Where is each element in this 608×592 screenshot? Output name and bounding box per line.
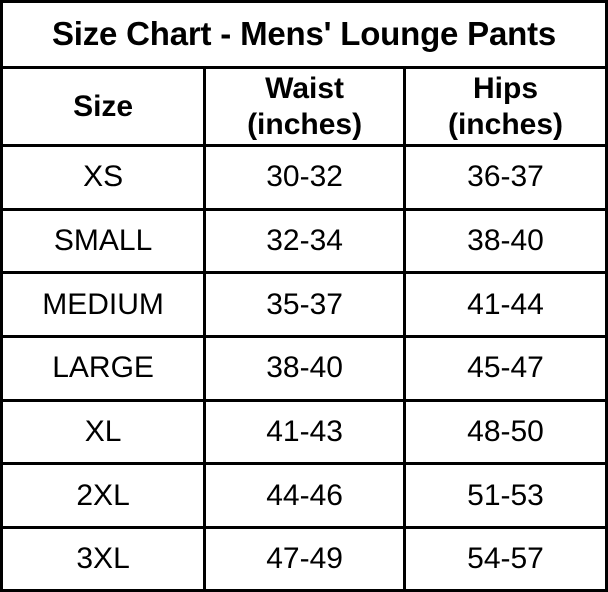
cell-waist: 47-49	[205, 528, 405, 589]
column-header-size	[3, 69, 205, 145]
cell-waist: 44-46	[205, 464, 405, 528]
cell-hips: 51-53	[405, 464, 605, 528]
table-row	[3, 337, 605, 401]
table-row	[3, 273, 605, 337]
table-row	[3, 464, 605, 528]
column-header-waist	[205, 69, 405, 145]
cell-size: MEDIUM	[3, 273, 205, 337]
cell-waist: 41-43	[205, 400, 405, 464]
table-header	[3, 69, 605, 145]
cell-hips: 41-44	[405, 273, 605, 337]
table-row	[3, 400, 605, 464]
page-title: Size Chart - Mens' Lounge Pants	[3, 3, 605, 69]
table-row	[3, 528, 605, 589]
cell-hips: 48-50	[405, 400, 605, 464]
table-row	[3, 209, 605, 273]
column-header-hips-line-2: (inches)	[447, 107, 564, 141]
size-chart-table	[3, 69, 605, 589]
cell-hips: 38-40	[405, 209, 605, 273]
table-body	[3, 146, 605, 589]
cell-waist: 35-37	[205, 273, 405, 337]
column-header-size-line-1: Size	[73, 89, 134, 123]
column-header-hips-line-1: Hips	[473, 72, 539, 106]
cell-size: XS	[3, 146, 205, 210]
column-header-waist-line-1: Waist	[265, 72, 345, 106]
cell-waist: 30-32	[205, 146, 405, 210]
cell-size: 2XL	[3, 464, 205, 528]
cell-size: 3XL	[3, 528, 205, 589]
cell-hips: 54-57	[405, 528, 605, 589]
cell-waist: 32-34	[205, 209, 405, 273]
cell-size: SMALL	[3, 209, 205, 273]
table-header-row	[3, 69, 605, 145]
cell-hips: 45-47	[405, 337, 605, 401]
column-header-hips	[405, 69, 605, 145]
cell-hips: 36-37	[405, 146, 605, 210]
cell-waist: 38-40	[205, 337, 405, 401]
cell-size: LARGE	[3, 337, 205, 401]
table-row	[3, 146, 605, 210]
cell-size: XL	[3, 400, 205, 464]
column-header-waist-line-2: (inches)	[247, 107, 363, 141]
